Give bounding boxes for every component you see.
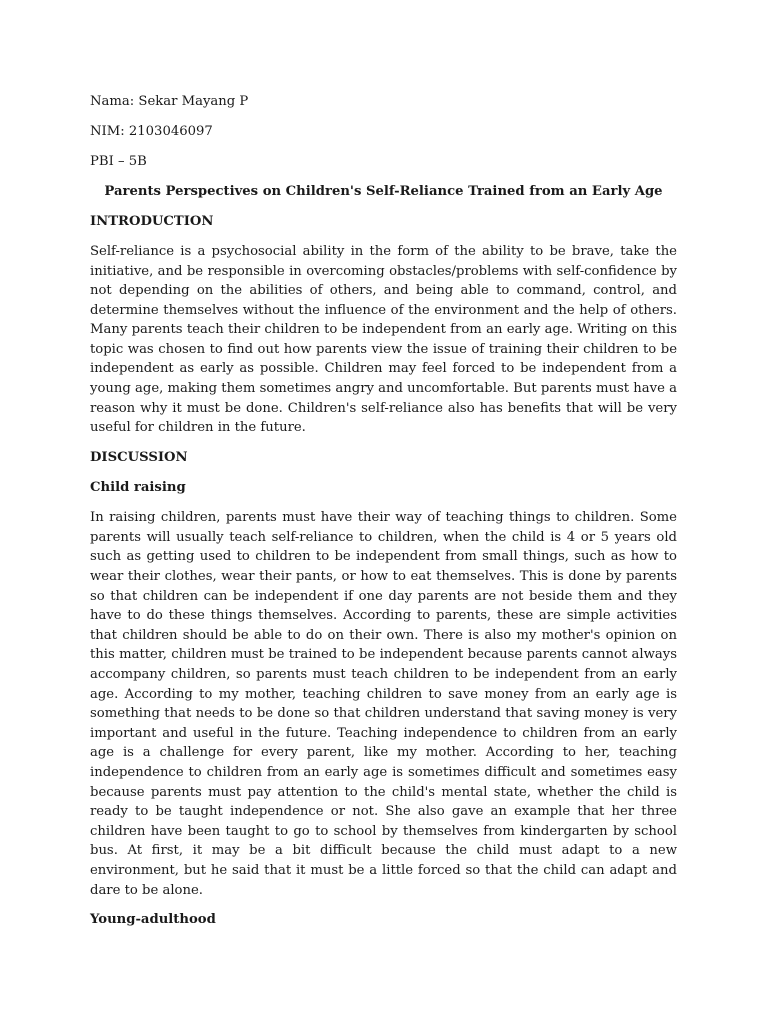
introduction-heading: INTRODUCTION	[90, 213, 214, 229]
child-raising-paragraph: In raising children, parents must have their way of teaching things to children. Some parents will usually teach self-reliance to children, when the child is 4 or 5 years old such as getting used to children to be independent from small things, such as how to wear their clothes, wear their pants, or how to eat themselves. This is done by parents so that children can be independent if one day parents are not beside them and they have to do these things themselves. According to parents, these are simple activities that children should be able to do on their own. There is also my mother's opinion on this matter, children must be trained to be independent because parents cannot always accompany children, so parents must teach children to be independent from an early age. According to my mother, teaching children to save money from an early age is something that needs to be done so that children understand that saving money is very important and useful in the future. Teaching independence to children from an early age is a challenge for every parent, like my mother. According to her, teaching independence to children from an early age is sometimes difficult and sometimes easy because parents must pay attention to the child's mental state, whether the child is ready to be taught independence or not. She also gave an example that her three children have been taught to go to school by themselves from kindergarten by school bus. At first, it may be a bit difficult because the child must adapt to a new environment, but he said that it must be a little forced so that the child can adapt and dare to be alone.	[90, 510, 677, 898]
student-nim: NIM: 2103046097	[90, 123, 213, 139]
student-class: PBI – 5B	[90, 153, 147, 169]
young-adulthood-subheading: Young-adulthood	[90, 912, 216, 928]
child-raising-subheading: Child raising	[90, 480, 186, 496]
introduction-paragraph: Self-reliance is a psychosocial ability in the form of the ability to be brave, take the initiative, and be responsible in overcoming obstacles/problems with self-confidence by not depending on the abilities of others, and being able to command, control, and determine themselves without the influence of the environment and the help of others. Many parents teach their children to be independent from an early age. Writing on this topic was chosen to find out how parents view the issue of training their children to be independent as early as possible. Children may feel forced to be independent from a young age, making them sometimes angry and uncomfortable. But parents must have a reason why it must be done. Children's self-reliance also has benefits that will be very useful for children in the future.	[90, 243, 677, 436]
document-page	[90, 92, 677, 940]
student-name: Nama: Sekar Mayang P	[90, 94, 249, 109]
document-title: Parents Perspectives on Children's Self-Reliance Trained from an Early Age	[104, 183, 663, 199]
discussion-heading: DISCUSSION	[90, 450, 188, 466]
